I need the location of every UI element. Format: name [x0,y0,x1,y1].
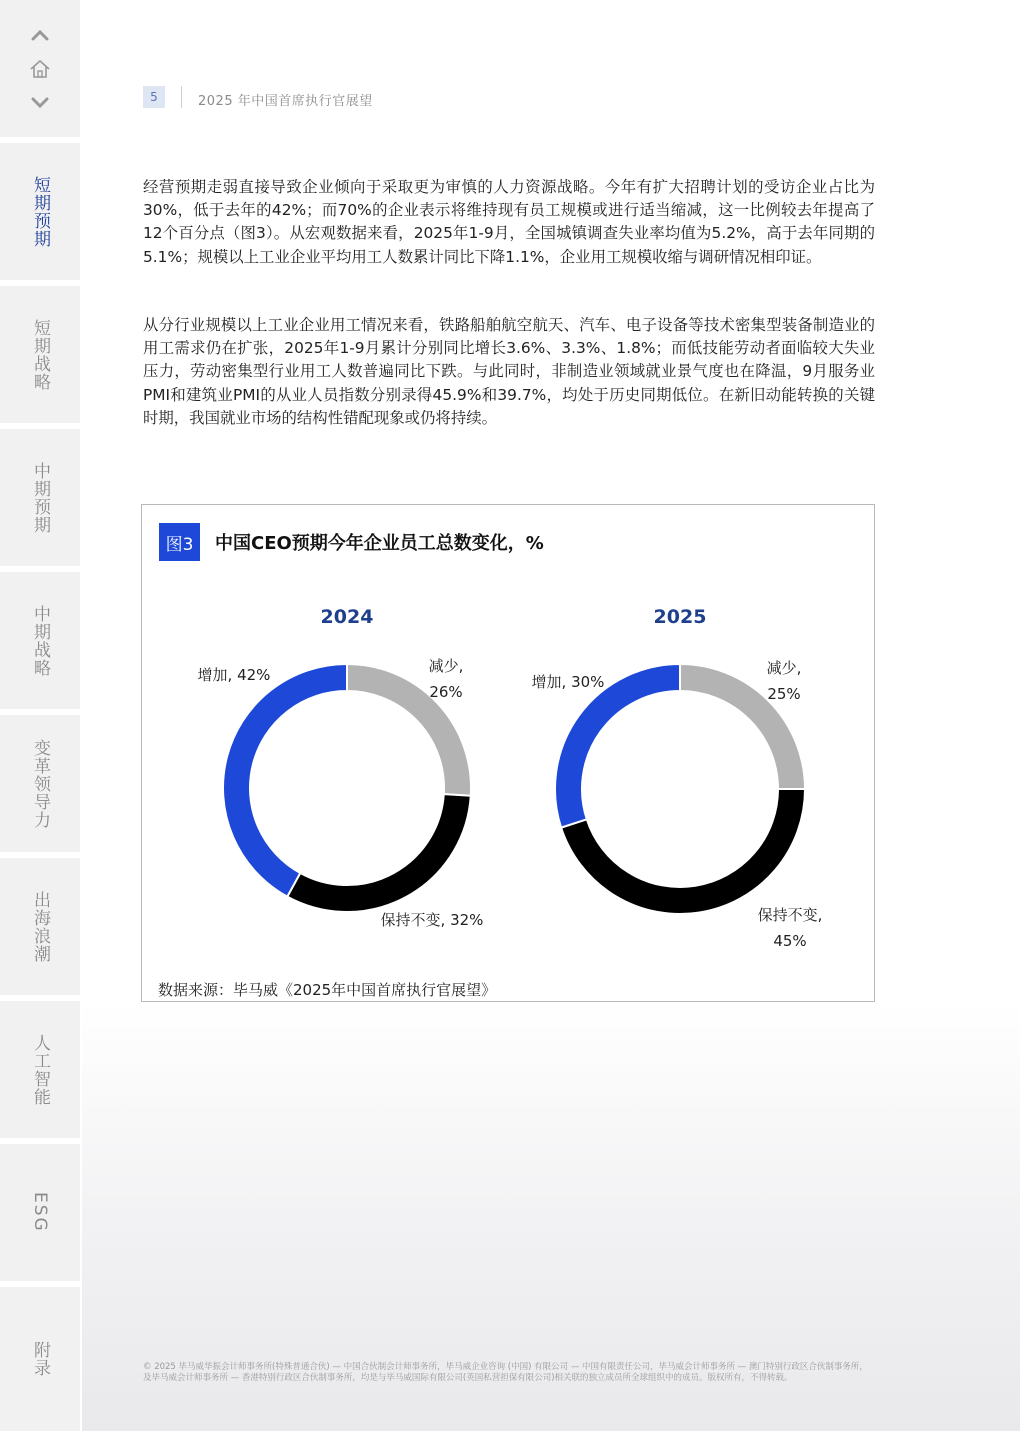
chevron-up-icon [31,29,49,41]
donut-title-2024: 2024 [320,606,374,628]
sidebar-item-label: 附录 [30,1341,50,1377]
chevron-down-icon [31,97,49,109]
sidebar-item-label [30,739,50,829]
sidebar-item-mid-term-outlook[interactable] [0,429,80,566]
page-number: 5 [143,86,165,108]
sidebar-item-short-term-strategy[interactable] [0,286,80,423]
figure-title: 中国CEO预期今年企业员工总数变化，% [215,533,544,554]
figure-source: 数据来源：毕马威《2025年中国首席执行官展望》 [158,981,497,999]
slice-label-2025-1: 保持不变, 45% [757,906,823,950]
sidebar-item-short-term-outlook[interactable] [0,143,80,280]
sidebar-item-label: 短期预期 [30,175,50,248]
body-paragraph: 从分行业规模以上工业企业用工情况来看，铁路船舶航空航天、汽车、电子设备等技术密集型装备制造业的用工需求仍在扩张，2025年1-9月累计分别同比增长3.6%、3.3%、1.8%；而低技能劳动者面临较大失业压力，劳动密集型行业用工人数普遍同比下跌。与此同时，非制造业领域就业景气度也在降温，9月服务业PMI和建筑业PMI的从业人员指数分别录得45.9%和39.7%，均处于历史同期低位。在新旧动能转换的关键时期，我国就业市场的结构性错配现象或仍将持续。 [143,316,875,427]
body-paragraph: 经营预期走弱直接导致企业倾向于采取更为审慎的人力资源战略。今年有扩大招聘计划的受访企业占比为30%，低于去年的42%；而70%的企业表示将维持现有员工规模或进行适当缩减，这一比例较去年提高了12个百分点（图3）。从宏观数据来看，2025年1-9月，全国城镇调查失业率均值为5.2%，高于去年同期的5.1%；规模以上工业企业平均用工人数累计同比下降1.1%，企业用工规模收缩与调研情况相印证。 [143,178,875,266]
header-title: 2025 年中国首席执行官展望 [198,94,373,109]
footer-copyright: © 2025 毕马威华振会计师事务所(特殊普通合伙) — 中国合伙制会计师事务所，毕马威企业咨询 (中国) 有限公司 — 中国有限责任公司，毕马威会计师事务所 — 澳门特别行政区合伙制事务所，及毕马威会计师事务所 — 香港特别行政区合伙制事务所，均是与毕马威国际有限公司(英国私营担保有限公司)相关联的独立成员所全球组织中的成员。版权所有，不得转载。 [143,1362,868,1383]
donut-slice-2025-0 [680,664,805,789]
donut-slice-2024-1 [287,794,470,912]
slice-label-2025-0: 减少, 25% [766,659,802,703]
sidebar-item-label: 短期战略 [30,318,50,391]
home-icon [29,59,51,79]
sidebar-item-label: 中期预期 [30,461,50,534]
figure-tag: 图3 [159,523,200,561]
donut-charts [142,505,874,975]
sidebar [0,0,80,1431]
slice-label-2024-1: 保持不变, 32% [380,911,484,929]
page-nav [0,0,80,137]
sidebar-item-mid-term-strategy[interactable] [0,572,80,709]
header-divider [181,86,182,108]
sidebar-item-ai[interactable] [0,1001,80,1138]
sidebar-item-going-global[interactable] [0,858,80,995]
donut-slice-2025-1 [561,789,805,914]
sidebar-item-label: 人工智能 [30,1033,50,1106]
donut-title-2025: 2025 [653,606,707,628]
next-page-button[interactable] [20,89,60,117]
sidebar-item-label: 中期战略 [30,604,50,677]
sidebar-item-appendix[interactable] [0,1287,80,1431]
sidebar-item-label-col2: 领导力 [30,774,50,829]
sidebar-item-transformational-leadership[interactable] [0,715,80,852]
sidebar-item-label: ESG [30,1192,50,1233]
sidebar-item-label-col1: 变革 [30,738,50,775]
donut-slice-2024-2 [223,664,347,897]
sidebar-item-label: 出海浪潮 [30,890,50,963]
slice-label-2024-2: 增加, 42% [197,666,271,684]
home-button[interactable] [20,55,60,83]
prev-page-button[interactable] [20,21,60,49]
slice-label-2024-0: 减少, 26% [428,657,464,701]
sidebar-item-esg[interactable] [0,1144,80,1281]
figure-3 [141,504,875,1002]
slice-label-2025-2: 增加, 30% [531,673,605,691]
